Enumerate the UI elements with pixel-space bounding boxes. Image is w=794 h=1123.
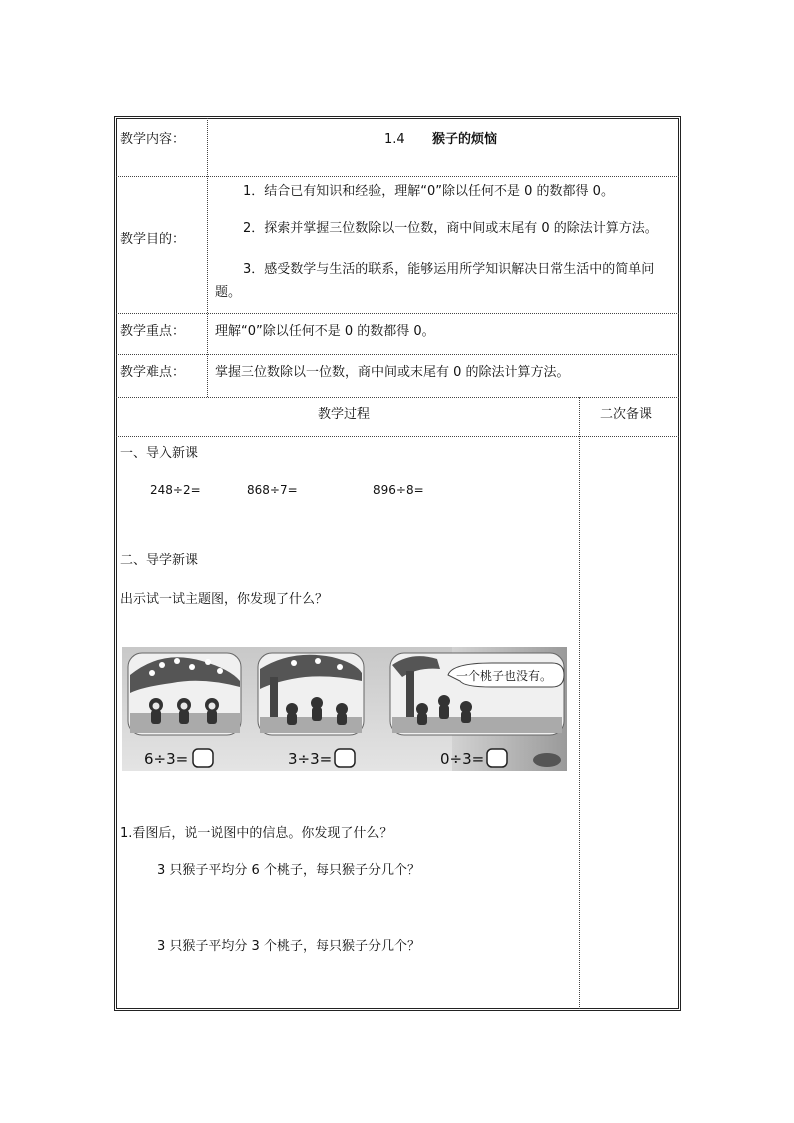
question-text: 3 只猴子平均分 3 个桃子，每只猴子分几个？ (157, 939, 420, 954)
row-divider (116, 436, 679, 437)
answer-box (193, 749, 213, 767)
content-label: 教学内容： (120, 132, 186, 147)
process-header: 教学过程 (318, 407, 371, 422)
side-column-divider (579, 397, 580, 1009)
lesson-title: 猴子的烦恼 (432, 132, 498, 147)
warmup-problem: 248÷2= (150, 483, 201, 497)
difficulty-label: 教学难点： (120, 365, 186, 380)
illustration-equation: 6÷3= (144, 750, 189, 768)
goal-item: 3．感受数学与生活的联系，能够运用所学知识解决日常生活中的简单问题。 (215, 262, 655, 300)
warmup-problem: 896÷8= (373, 483, 424, 497)
difficulty-text: 掌握三位数除以一位数，商中间或末尾有 0 的除法计算方法。 (215, 365, 570, 380)
row-divider (116, 397, 679, 398)
row-divider (116, 313, 679, 314)
goals-label: 教学目的： (120, 232, 186, 247)
section-title: 一、导入新课 (120, 446, 199, 461)
focus-text: 理解“0”除以任何不是 0 的数都得 0。 (215, 324, 435, 339)
row-divider (116, 354, 679, 355)
question-text: 3 只猴子平均分 6 个桃子，每只猴子分几个？ (157, 863, 420, 878)
row-divider (116, 176, 679, 177)
answer-box (335, 749, 355, 767)
prompt-text: 出示试一试主题图，你发现了什么？ (120, 592, 329, 607)
illustration-equation: 0÷3= (440, 750, 485, 768)
answer-box (487, 749, 507, 767)
speech-bubble-text: 一个桃子也没有。 (456, 669, 553, 683)
warmup-problem: 868÷7= (247, 483, 298, 497)
illustration-equation: 3÷3= (288, 750, 333, 768)
goal-item: 1．结合已有知识和经验，理解“0”除以任何不是 0 的数都得 0。 (243, 184, 614, 199)
section-title: 二、导学新课 (120, 553, 199, 568)
question-text: 1.看图后，说一说图中的信息。你发现了什么？ (120, 826, 393, 841)
side-header: 二次备课 (600, 407, 653, 422)
label-column-divider (207, 118, 208, 397)
goal-item: 2．探索并掌握三位数除以一位数，商中间或末尾有 0 的除法计算方法。 (243, 221, 658, 236)
monkey-peach-illustration (122, 647, 567, 771)
lesson-number: 1.4 (384, 132, 405, 147)
focus-label: 教学重点： (120, 324, 186, 339)
